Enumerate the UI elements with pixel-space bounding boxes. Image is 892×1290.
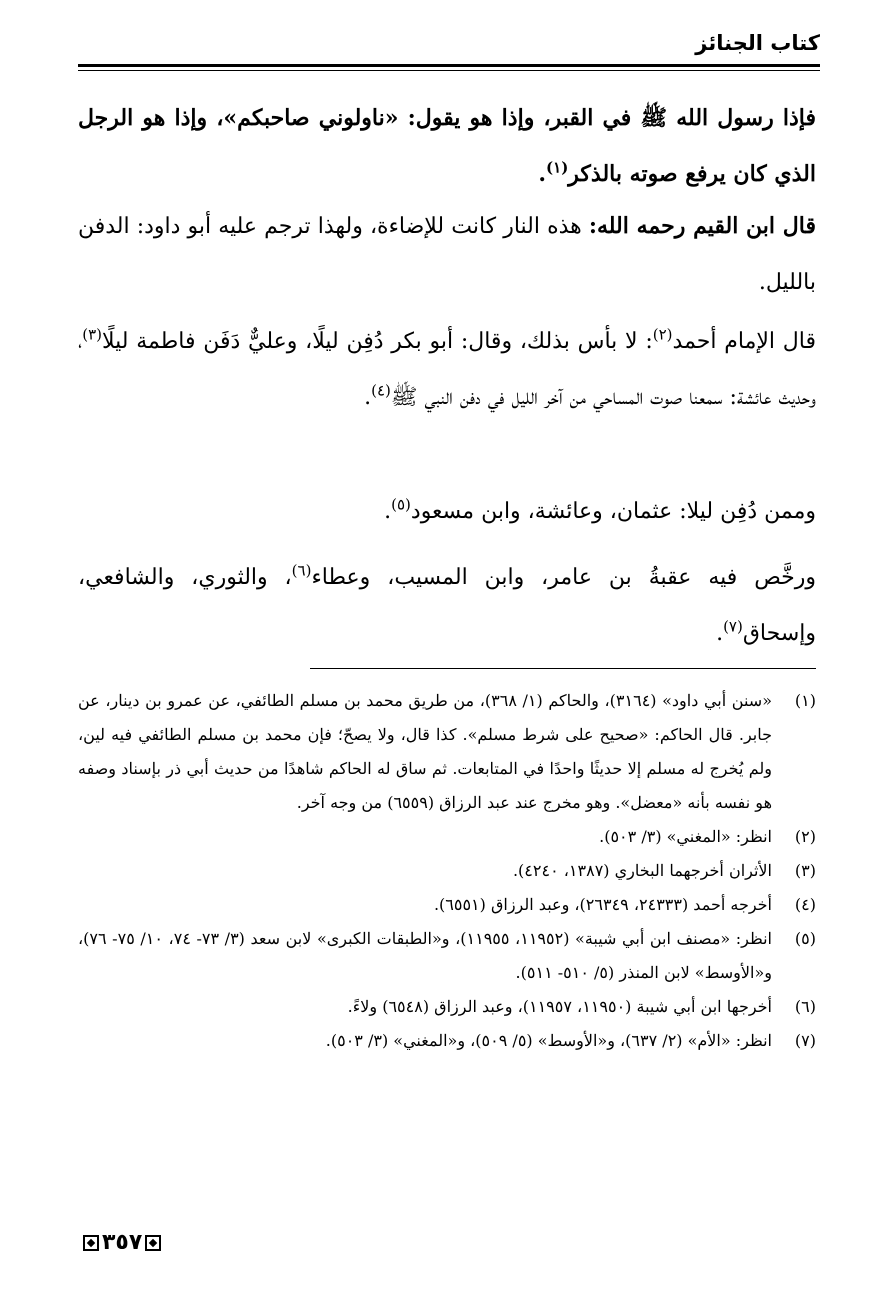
footnote-ref-5: (٥) [391,495,411,514]
paragraph-5-part-a: ورخَّص فيه عقبةُ بن عامر، وابن المسيب، وعطاء [311,565,816,590]
paragraph-3 [78,314,816,426]
footnote-text: انظر: «مصنف ابن أبي شيبة» (١١٩٥٢، ١١٩٥٥)، و«الطبقات الكبرى» لابن سعد (٣/ ٧٣- ٧٤، ١٠/ ٧٥- ٧٦)، و«الأوسط» لابن المنذر (٥/ ٥١٠- ٥١١). [78,929,773,982]
footnote-ref-3: (٣) [82,325,102,344]
footnote-number: (٣) [794,861,816,880]
footnote-text: انظر: «المغني» (٣/ ٥٠٣). [599,827,772,846]
paragraph-1 [78,90,816,202]
paragraph-3-end: . [364,385,372,410]
footnote-4 [78,888,816,922]
footnote-number: (٢) [794,827,816,846]
footnote-5 [78,922,816,990]
paragraph-2-text: هذه النار كانت للإضاءة، ولهذا ترجم عليه أبو داود: الدفن بالليل. [78,214,816,295]
footnote-2 [78,820,816,854]
header-rule-thin [78,70,820,71]
header-rule-thick [78,64,820,67]
footnote-ref-2: (٢) [652,325,673,344]
page-number-block [80,1228,164,1258]
footnote-text: «سنن أبي داود» (٣١٦٤)، والحاكم (١/ ٣٦٨)، من طريق محمد بن مسلم الطائفي، عن عمرو بن دينار، عن جابر. قال الحاكم: «صحيح على شرط مسلم». كذا قال، ولا يصحّ؛ فإن محمد بن مسلم الطائفي فيه لين، ولم يُخرج له مسلم إلا حديثًا واحدًا في المتابعات. ثم ساق له الحاكم شاهدًا من حديث أبي ذر بإسناد وصفه هو نفسه بأنه «معضل». وهو مخرج عند عبد الرزاق (٦٥٥٩) من وجه آخر. [78,691,772,812]
paragraph-1-line-2: الذي كان يرفع صوته بالذكر [568,161,816,187]
footnote-1 [78,684,816,820]
paragraph-4 [78,484,816,540]
footnote-ref-6: (٦) [291,561,312,580]
paragraph-3-part-a: قال الإمام أحمد [672,329,816,354]
paragraph-2-lead: قال ابن القيم رحمه الله: [588,213,816,239]
footnote-number: (١) [794,691,816,710]
paragraph-1-line-1: فإذا رسول الله ﷺ في القبر، وإذا هو يقول: «ناولوني صاحبكم»، وإذا هو الرجل [78,105,816,131]
ornament-icon [83,1235,99,1251]
paragraph-4-end: . [384,499,392,524]
footnote-ref-4: (٤) [371,381,391,400]
footnote-number: (٦) [794,997,816,1016]
footnote-number: (٥) [794,929,816,948]
paragraph-3-part-c: ، وحديث عائشة: سمعنا صوت المساحي من آخر الليل في دفن النبي ﷺ [78,329,816,410]
footnote-ref-1: (١) [546,158,569,177]
footnote-text: أخرجها ابن أبي شيبة (١١٩٥٠، ١١٩٥٧)، وعبد الرزاق (٦٥٤٨) ولاءً. [347,997,772,1016]
footnote-text: الأثران أخرجهما البخاري (١٣٨٧، ٤٢٤٠). [512,861,772,880]
paragraph-5-part-b: ، والثوري، والشافعي، وإسحاق [78,565,816,646]
ornament-icon [145,1235,161,1251]
paragraph-2 [78,198,816,311]
paragraph-1-end: . [538,161,547,187]
footnote-number: (٧) [794,1031,816,1050]
footnote-separator [310,668,816,669]
footnote-7 [78,1024,816,1058]
footnotes-section [78,684,816,1058]
paragraph-4-text: وممن دُفِن ليلا: عثمان، وعائشة، وابن مسعود [410,499,816,524]
footnote-3 [78,854,816,888]
footnote-ref-7: (٧) [723,617,743,636]
footnote-text: انظر: «الأم» (٢/ ٦٣٧)، و«الأوسط» (٥/ ٥٠٩)، و«المغني» (٣/ ٥٠٣). [325,1031,772,1050]
page-number: ٣٥٧ [102,1230,143,1255]
running-header-title: كتاب الجنائز [695,31,820,55]
paragraph-3-part-b: : لا بأس بذلك، وقال: أبو بكر دُفِن ليلًا، وعليٌّ دَفَن فاطمة ليلًا [102,329,653,354]
footnote-text: أخرجه أحمد (٢٤٣٣٣، ٢٦٣٤٩)، وعبد الرزاق (٦٥٥١). [433,895,772,914]
footnote-6 [78,990,816,1024]
paragraph-5 [78,550,816,662]
footnote-number: (٤) [794,895,816,914]
paragraph-5-end: . [716,621,724,646]
